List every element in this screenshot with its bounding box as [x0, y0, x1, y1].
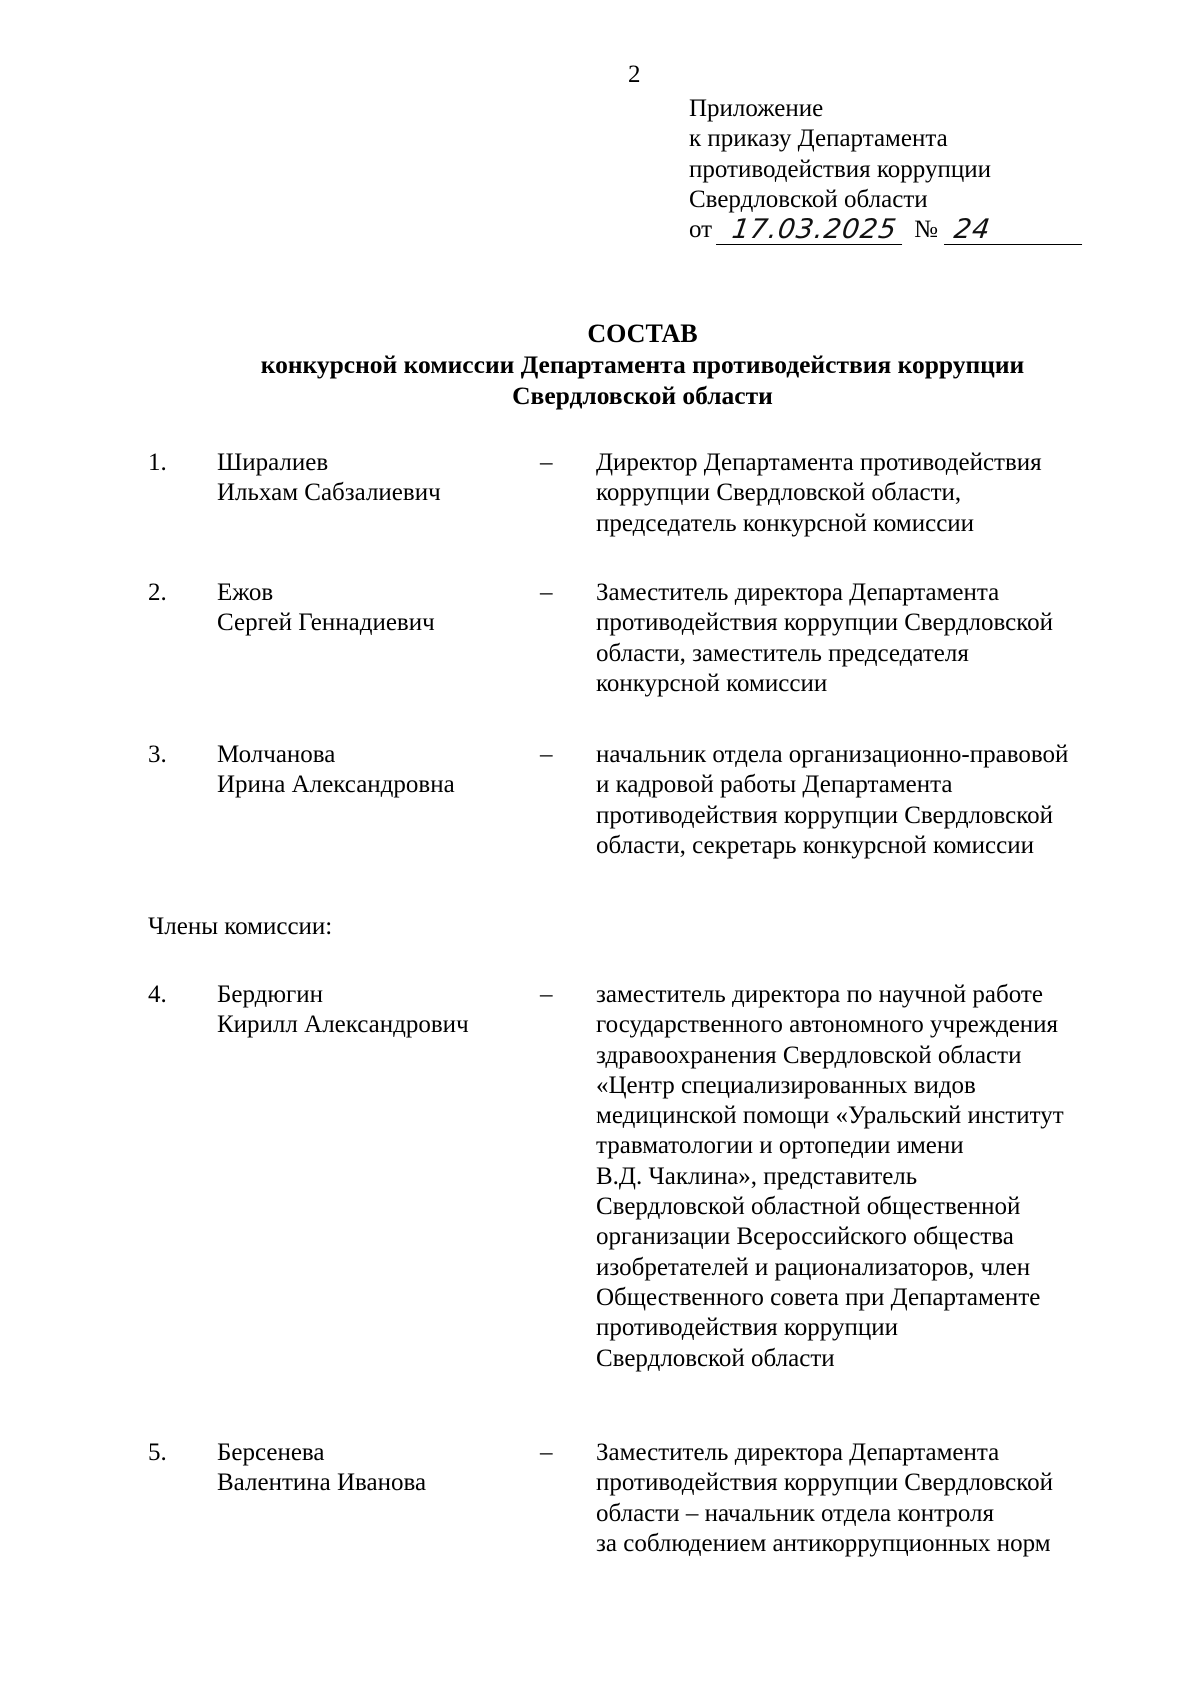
role-line: Заместитель директора Департамента — [596, 579, 1000, 606]
handwritten-number: 24 — [944, 216, 1086, 245]
appendix-line: противодействия коррупции — [689, 155, 991, 183]
member-name — [217, 1438, 637, 1499]
member-surname: Молчанова — [217, 741, 336, 768]
role-line: коррупции Свердловской области, — [596, 479, 962, 507]
member-name — [217, 448, 637, 509]
role-line: председатель конкурсной комиссии — [596, 509, 975, 537]
title-main: СОСТАВ — [587, 319, 698, 348]
member-role — [596, 448, 1156, 539]
title-line: конкурсной комиссии Департамента противодействия коррупции — [260, 350, 1025, 379]
role-line: противодействия коррупции Свердловской — [596, 609, 1054, 637]
member-name — [217, 740, 637, 801]
role-line: области, заместитель председателя — [596, 639, 969, 667]
order-date-number-row — [689, 215, 1084, 245]
member-name — [217, 980, 637, 1041]
handwritten-date: 17.03.2025 — [716, 216, 906, 245]
member-surname: Ширалиев — [217, 449, 329, 476]
role-line: Свердловской области — [596, 1344, 835, 1372]
entry-dash: – — [540, 741, 553, 768]
role-line: Заместитель директора Департамента — [596, 1439, 1000, 1466]
entry-dash: – — [540, 579, 553, 606]
role-line: государственного автономного учреждения — [596, 1011, 1059, 1039]
role-line: Свердловской областной общественной — [596, 1193, 1021, 1221]
entry-number: 3. — [148, 741, 167, 768]
member-name — [217, 578, 637, 639]
member-given-names: Сергей Геннадиевич — [217, 609, 435, 637]
role-line: медицинской помощи «Уральский институт — [596, 1102, 1064, 1130]
member-given-names: Кирилл Александрович — [217, 1011, 469, 1039]
entry-number: 5. — [148, 1439, 167, 1466]
role-line: травматологии и ортопедии имени — [596, 1132, 964, 1160]
role-line: В.Д. Чаклина», представитель — [596, 1162, 918, 1190]
member-role — [596, 1438, 1156, 1559]
role-line: Общественного совета при Департаменте — [596, 1283, 1041, 1311]
role-line: Директор Департамента противодействия — [596, 449, 1042, 476]
date-prefix: от — [689, 216, 713, 244]
role-line: изобретателей и рационализаторов, член — [596, 1253, 1031, 1281]
role-line: области, секретарь конкурсной комиссии — [596, 831, 1034, 859]
role-line: «Центр специализированных видов — [596, 1071, 976, 1099]
role-line: противодействия коррупции Свердловской — [596, 801, 1054, 829]
members-heading: Члены комиссии: — [148, 913, 333, 940]
role-line: противодействия коррупции Свердловской — [596, 1469, 1054, 1497]
entry-number: 1. — [148, 449, 167, 476]
member-surname: Ежов — [217, 579, 274, 606]
member-role — [596, 578, 1156, 699]
appendix-line: Приложение — [689, 95, 824, 122]
entry-dash: – — [540, 981, 553, 1008]
role-line: конкурсной комиссии — [596, 669, 828, 697]
role-line: заместитель директора по научной работе — [596, 981, 1043, 1008]
document-title — [160, 318, 1125, 411]
role-line: и кадровой работы Департамента — [596, 771, 953, 799]
appendix-line: Свердловской области — [689, 185, 928, 213]
role-line: за соблюдением антикоррупционных норм — [596, 1529, 1051, 1557]
member-surname: Бердюгин — [217, 981, 324, 1008]
member-given-names: Валентина Иванова — [217, 1469, 427, 1497]
number-prefix: № — [914, 216, 938, 244]
entry-number: 2. — [148, 579, 167, 606]
member-surname: Берсенева — [217, 1439, 325, 1466]
member-role — [596, 980, 1156, 1374]
role-line: начальник отдела организационно-правовой — [596, 741, 1069, 768]
role-line: области – начальник отдела контроля — [596, 1499, 994, 1527]
member-given-names: Ирина Александровна — [217, 771, 455, 799]
role-line: организации Всероссийского общества — [596, 1223, 1014, 1251]
member-role — [596, 740, 1156, 861]
entry-dash: – — [540, 449, 553, 476]
title-line: Свердловской области — [512, 381, 773, 410]
appendix-line: к приказу Департамента — [689, 125, 948, 153]
entry-number: 4. — [148, 981, 167, 1008]
role-line: здравоохранения Свердловской области — [596, 1041, 1022, 1069]
role-line: противодействия коррупции — [596, 1314, 898, 1342]
appendix-header — [689, 94, 1084, 245]
page-number: 2 — [628, 61, 641, 88]
member-given-names: Ильхам Сабзалиевич — [217, 479, 441, 507]
entry-dash: – — [540, 1439, 553, 1466]
